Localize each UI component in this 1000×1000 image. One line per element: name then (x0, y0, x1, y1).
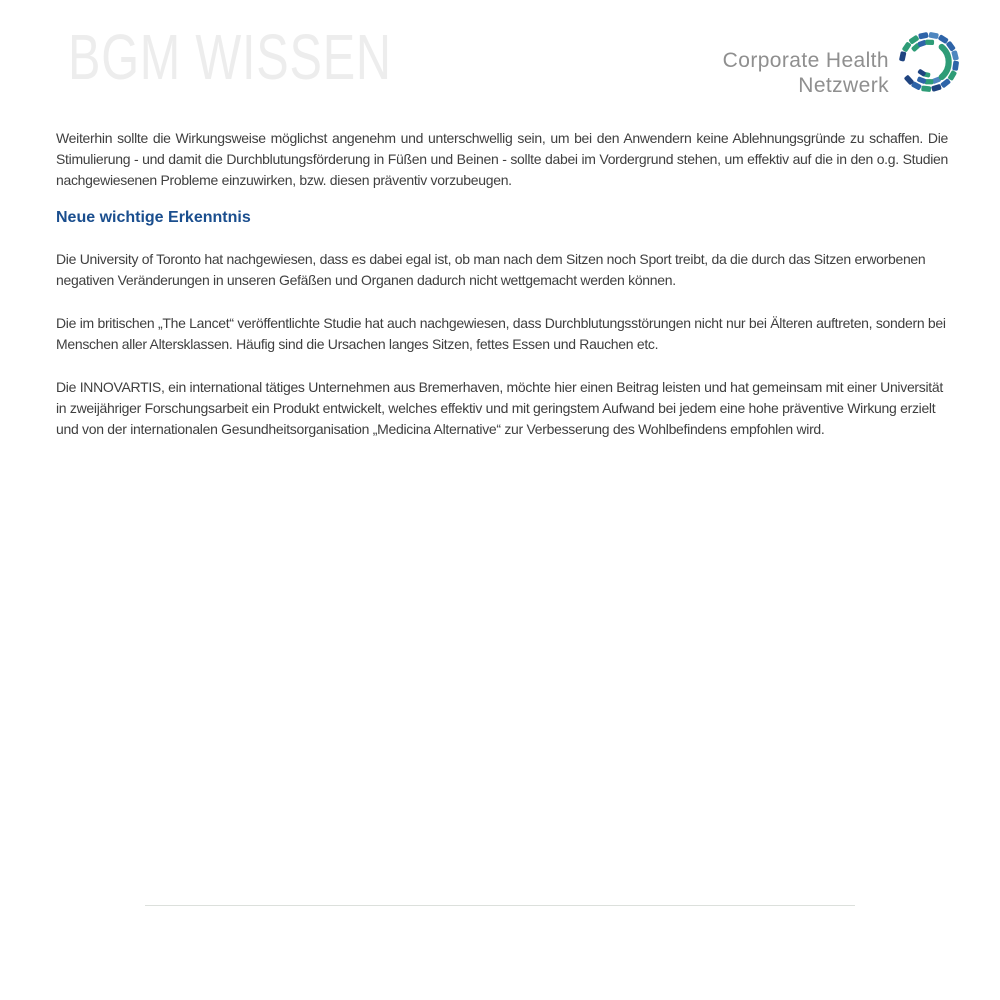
corporate-health-logo (723, 24, 964, 100)
paragraph-innovartis: Die INNOVARTIS, ein international tätiges Unternehmen aus Bremerhaven, möchte hier einen Beitrag leisten und hat gemeinsam mit einer Universität in zweijähriger Forschungsarbeit ein Produkt entwickelt, welches effektiv und mit geringstem Aufwand bei jedem eine hohe präventive Wirkung erzielt und von der internationalen Gesundheitsorganisation „Medicina Alternative“ zur Verbesserung des Wohlbefindens empfohlen wird. (56, 379, 943, 437)
intro-paragraph: Weiterhin sollte die Wirkungsweise möglichst angenehm und unterschwellig sein, um bei den Anwendern keine Ablehnungsgründe zu schaffen. Die Stimulierung - und damit die Durchblutungsförderung in Füßen und Beinen - sollte dabei im Vordergrund stehen, um effektiv auf die in den o.g. Studien nachgewiesenen Probleme einzuwirken, bzw. diesen präventiv vorzubeugen. (56, 130, 948, 188)
page-header (0, 0, 1000, 118)
paragraph-university-toronto: Die University of Toronto hat nachgewiesen, dass es dabei egal ist, ob man nach dem Sitzen noch Sport treibt, da die durch das Sitzen erworbenen negativen Veränderungen in unseren Gefäßen und Organen dadurch nicht wettgemacht werden können. (56, 251, 926, 288)
paragraph-lancet-study: Die im britischen „The Lancet“ veröffentlichte Studie hat auch nachgewiesen, dass Durchblutungsstörungen nicht nur bei Älteren auftreten, sondern bei Menschen aller Altersklassen. Häufig sind die Ursachen langes Sitzen, fettes Essen und Rauchen etc. (56, 315, 946, 352)
page-title: BGM WISSEN (68, 21, 392, 93)
logo-text (723, 48, 889, 98)
footer-divider (145, 905, 855, 906)
article-body (56, 118, 948, 440)
section-heading: Neue wichtige Erkenntnis (56, 209, 251, 226)
logo-text-line2: Netzwerk (798, 74, 889, 97)
ring-of-tiles-icon (894, 24, 964, 100)
logo-text-line1: Corporate Health (722, 49, 889, 72)
